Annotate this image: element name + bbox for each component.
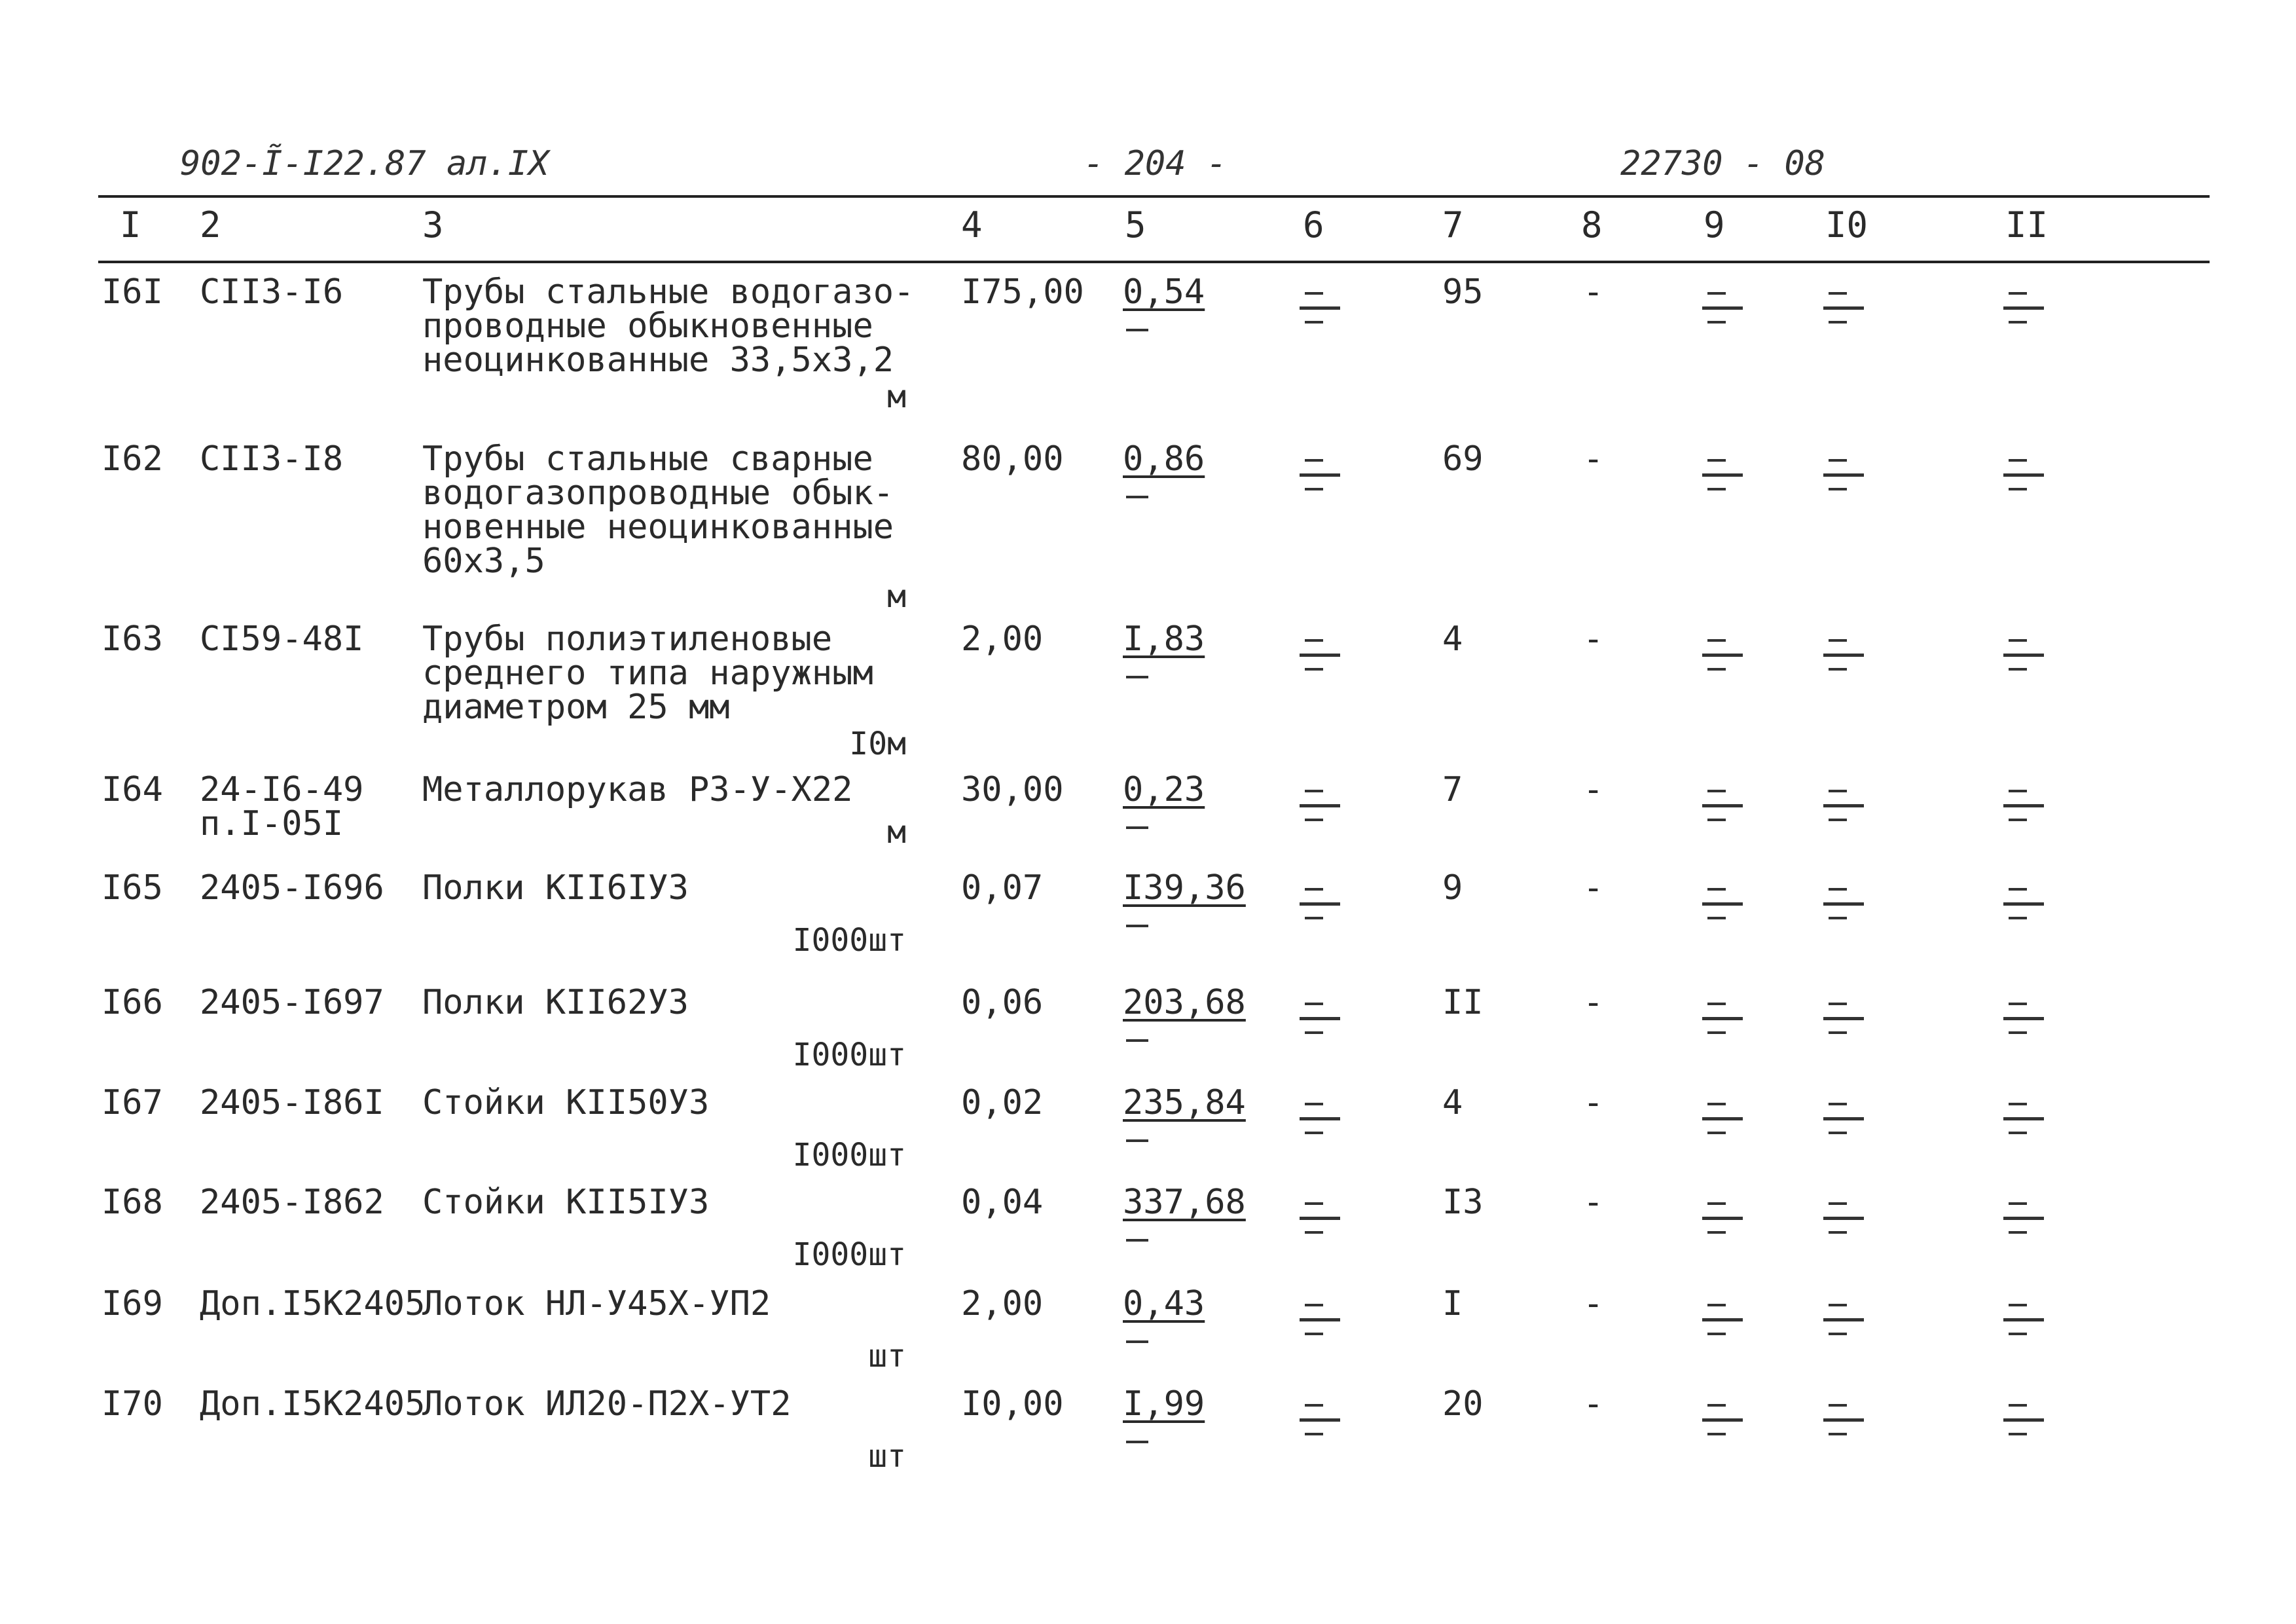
document-code: 902-Ĩ-I22.87 ал.IX: [180, 144, 549, 183]
row-number: I68: [101, 1183, 163, 1222]
mark-stroke: [1823, 473, 1864, 477]
mark-stroke: [1300, 306, 1340, 310]
mark-stroke: [1829, 917, 1847, 919]
row-col8: -: [1583, 1284, 1604, 1323]
price-dash-mark: [1126, 329, 1148, 331]
empty-fraction-mark: [2003, 991, 2043, 1037]
page-number: - 204 -: [1084, 144, 1228, 183]
row-name-line: Трубы полиэтиленовые: [422, 619, 833, 659]
row-name-line: неоцинкованные 33,5х3,2: [422, 341, 894, 380]
row-unit-price: I,83: [1123, 619, 1205, 659]
empty-fraction-mark: [2003, 447, 2043, 493]
empty-fraction-mark: [2003, 627, 2043, 673]
mark-stroke: [1702, 902, 1743, 906]
mark-stroke: [1702, 1418, 1743, 1422]
mark-stroke: [2009, 1003, 2027, 1005]
row-name-line: Стойки КII5IУЗ: [422, 1183, 710, 1222]
mark-stroke: [2009, 1304, 2027, 1306]
mark-stroke: [1707, 488, 1726, 490]
empty-fraction-mark: [1300, 1091, 1339, 1137]
row-name-line: водогазопроводные обык-: [422, 473, 894, 513]
empty-fraction-mark: [1823, 280, 1863, 326]
row-quantity: 0,07: [961, 868, 1044, 908]
mark-stroke: [2003, 1217, 2044, 1220]
mark-stroke: [1829, 1103, 1847, 1105]
mark-stroke: [1707, 1003, 1726, 1005]
mark-stroke: [2009, 1031, 2027, 1034]
mark-stroke: [1305, 292, 1323, 295]
mark-stroke: [1300, 1117, 1340, 1120]
mark-stroke: [2009, 888, 2027, 891]
mark-stroke: [2009, 1231, 2027, 1234]
mark-stroke: [1707, 819, 1726, 821]
mark-stroke: [1305, 1433, 1323, 1435]
mark-stroke: [2009, 321, 2027, 323]
row-code: 2405-I697: [200, 983, 384, 1022]
header-bottom-rule: [98, 261, 2210, 263]
row-name: [422, 1284, 907, 1323]
row-unit-price: I39,36: [1123, 868, 1246, 908]
row-code: п.I-05I: [200, 804, 344, 843]
row-quantity: 30,00: [961, 770, 1064, 809]
row-name-line: диаметром 25 мм: [422, 688, 730, 727]
mark-stroke: [1829, 292, 1847, 295]
mark-stroke: [2003, 1117, 2044, 1120]
mark-stroke: [1305, 1031, 1323, 1034]
mark-stroke: [1702, 654, 1743, 657]
mark-stroke: [1702, 473, 1743, 477]
empty-fraction-mark: [1300, 1392, 1339, 1438]
mark-stroke: [1707, 1333, 1726, 1335]
column-header: 2: [200, 204, 221, 246]
row-number: I66: [101, 983, 163, 1022]
row-col8: -: [1583, 1384, 1604, 1424]
mark-stroke: [2009, 292, 2027, 295]
mark-stroke: [1305, 321, 1323, 323]
row-name: [422, 983, 907, 1022]
mark-stroke: [1707, 888, 1726, 891]
row-unit: шт: [868, 1338, 906, 1375]
column-header: 5: [1125, 204, 1146, 246]
price-dash-mark: [1126, 1139, 1148, 1142]
row-name-line: среднего типа наружным: [422, 654, 873, 693]
row-unit: I000шт: [792, 1137, 906, 1173]
mark-stroke: [1300, 473, 1340, 477]
mark-stroke: [1829, 639, 1847, 642]
row-code: CII3-I6: [200, 272, 344, 312]
mark-stroke: [1829, 1404, 1847, 1407]
row-col7: II: [1442, 983, 1484, 1022]
row-unit: I000шт: [792, 922, 906, 959]
mark-stroke: [1305, 790, 1323, 792]
mark-stroke: [2009, 1404, 2027, 1407]
row-quantity: 80,00: [961, 439, 1064, 479]
row-name: [422, 439, 907, 581]
empty-fraction-mark: [1702, 991, 1741, 1037]
mark-stroke: [1823, 654, 1864, 657]
row-name-line: Полки КII62УЗ: [422, 983, 689, 1022]
row-number: I67: [101, 1083, 163, 1122]
mark-stroke: [1823, 1017, 1864, 1020]
empty-fraction-mark: [1702, 627, 1741, 673]
mark-stroke: [1300, 1017, 1340, 1020]
row-name-line: Стойки КII50УЗ: [422, 1083, 710, 1122]
mark-stroke: [1300, 1318, 1340, 1321]
empty-fraction-mark: [2003, 1392, 2043, 1438]
mark-stroke: [1300, 1418, 1340, 1422]
row-col8: -: [1583, 983, 1604, 1022]
empty-fraction-mark: [1823, 1392, 1863, 1438]
row-name: [422, 1083, 907, 1122]
empty-fraction-mark: [1823, 1292, 1863, 1338]
mark-stroke: [1305, 668, 1323, 671]
mark-stroke: [1707, 790, 1726, 792]
mark-stroke: [1707, 292, 1726, 295]
row-col7: 69: [1442, 439, 1484, 479]
mark-stroke: [1829, 1202, 1847, 1205]
empty-fraction-mark: [2003, 778, 2043, 824]
row-name: [422, 619, 907, 727]
mark-stroke: [2003, 654, 2044, 657]
mark-stroke: [2009, 488, 2027, 490]
row-code: 2405-I696: [200, 868, 384, 908]
row-quantity: 2,00: [961, 619, 1044, 659]
mark-stroke: [1300, 902, 1340, 906]
mark-stroke: [1829, 321, 1847, 323]
row-quantity: I75,00: [961, 272, 1084, 312]
mark-stroke: [1300, 1217, 1340, 1220]
mark-stroke: [1707, 1404, 1726, 1407]
row-code: 24-I6-49: [200, 770, 364, 809]
mark-stroke: [1829, 819, 1847, 821]
row-name: [422, 1384, 907, 1424]
row-name-line: Лоток НЛ-У45Х-УП2: [422, 1284, 771, 1323]
row-quantity: 2,00: [961, 1284, 1044, 1323]
row-col7: 9: [1442, 868, 1463, 908]
mark-stroke: [2009, 790, 2027, 792]
mark-stroke: [1823, 1418, 1864, 1422]
row-quantity: 0,06: [961, 983, 1044, 1022]
mark-stroke: [1829, 668, 1847, 671]
row-number: I64: [101, 770, 163, 809]
mark-stroke: [2003, 804, 2044, 807]
mark-stroke: [2009, 668, 2027, 671]
empty-fraction-mark: [1702, 1091, 1741, 1137]
mark-stroke: [1707, 1202, 1726, 1205]
price-dash-mark: [1126, 496, 1148, 498]
empty-fraction-mark: [1300, 627, 1339, 673]
row-col8: -: [1583, 272, 1604, 312]
row-number: I62: [101, 439, 163, 479]
mark-stroke: [1707, 321, 1726, 323]
empty-fraction-mark: [1300, 876, 1339, 922]
empty-fraction-mark: [1823, 447, 1863, 493]
mark-stroke: [2003, 306, 2044, 310]
mark-stroke: [1707, 1231, 1726, 1234]
empty-fraction-mark: [2003, 876, 2043, 922]
mark-stroke: [1829, 1333, 1847, 1335]
mark-stroke: [1702, 804, 1743, 807]
row-col8: -: [1583, 619, 1604, 659]
row-unit: шт: [868, 1438, 906, 1475]
mark-stroke: [1702, 1117, 1743, 1120]
row-name: [422, 272, 915, 380]
mark-stroke: [1707, 639, 1726, 642]
row-quantity: 0,04: [961, 1183, 1044, 1222]
row-unit-price: 0,54: [1123, 272, 1205, 312]
row-name-line: Металлорукав РЗ-У-Х22: [422, 770, 853, 809]
row-number: I63: [101, 619, 163, 659]
row-unit: I000шт: [792, 1037, 906, 1073]
empty-fraction-mark: [1300, 447, 1339, 493]
empty-fraction-mark: [1702, 876, 1741, 922]
column-header: 7: [1442, 204, 1464, 246]
mark-stroke: [1829, 1031, 1847, 1034]
empty-fraction-mark: [1300, 991, 1339, 1037]
mark-stroke: [2009, 1132, 2027, 1134]
empty-fraction-mark: [2003, 1190, 2043, 1236]
mark-stroke: [1305, 488, 1323, 490]
mark-stroke: [1829, 1433, 1847, 1435]
mark-stroke: [1829, 1304, 1847, 1306]
row-col7: I3: [1442, 1183, 1484, 1222]
empty-fraction-mark: [2003, 280, 2043, 326]
row-col7: 95: [1442, 272, 1484, 312]
row-name: [422, 770, 907, 809]
row-number: I65: [101, 868, 163, 908]
mark-stroke: [1305, 1333, 1323, 1335]
row-col8: -: [1583, 439, 1604, 479]
mark-stroke: [1707, 1031, 1726, 1034]
row-unit-price: 0,43: [1123, 1284, 1205, 1323]
row-unit-price: I,99: [1123, 1384, 1205, 1424]
mark-stroke: [1702, 1318, 1743, 1321]
header-top-rule: [98, 195, 2210, 198]
mark-stroke: [2009, 1433, 2027, 1435]
row-quantity: 0,02: [961, 1083, 1044, 1122]
price-dash-mark: [1126, 1239, 1148, 1242]
row-number: I69: [101, 1284, 163, 1323]
mark-stroke: [1305, 888, 1323, 891]
row-unit-price: 203,68: [1123, 983, 1246, 1022]
mark-stroke: [1707, 668, 1726, 671]
mark-stroke: [1305, 1202, 1323, 1205]
mark-stroke: [2003, 1418, 2044, 1422]
mark-stroke: [1305, 917, 1323, 919]
row-col7: 20: [1442, 1384, 1484, 1424]
mark-stroke: [1305, 1304, 1323, 1306]
row-unit: I000шт: [792, 1236, 906, 1273]
row-name-line: 60х3,5: [422, 542, 545, 581]
price-dash-mark: [1126, 826, 1148, 829]
mark-stroke: [1823, 1318, 1864, 1321]
empty-fraction-mark: [1300, 1292, 1339, 1338]
empty-fraction-mark: [1823, 1190, 1863, 1236]
mark-stroke: [1300, 654, 1340, 657]
row-name-line: Трубы стальные водогазо-: [422, 272, 915, 312]
mark-stroke: [2009, 1103, 2027, 1105]
row-code: 2405-I86I: [200, 1083, 384, 1122]
mark-stroke: [1823, 1217, 1864, 1220]
row-name: [422, 868, 907, 908]
mark-stroke: [1829, 1231, 1847, 1234]
empty-fraction-mark: [1300, 280, 1339, 326]
empty-fraction-mark: [1702, 447, 1741, 493]
row-code: CII3-I8: [200, 439, 344, 479]
archive-number: 22730 - 08: [1620, 144, 1826, 183]
mark-stroke: [2009, 1202, 2027, 1205]
row-unit: м: [887, 814, 906, 851]
price-dash-mark: [1126, 1441, 1148, 1443]
empty-fraction-mark: [1702, 1190, 1741, 1236]
price-dash-mark: [1126, 676, 1148, 678]
row-col7: 7: [1442, 770, 1463, 809]
mark-stroke: [2003, 1318, 2044, 1321]
mark-stroke: [2009, 459, 2027, 462]
row-number: I6I: [101, 272, 163, 312]
empty-fraction-mark: [1702, 778, 1741, 824]
column-header: 6: [1303, 204, 1324, 246]
empty-fraction-mark: [1300, 778, 1339, 824]
row-quantity: I0,00: [961, 1384, 1064, 1424]
row-col7: I: [1442, 1284, 1463, 1323]
row-unit: I0м: [849, 726, 906, 762]
column-header: I: [120, 204, 141, 246]
mark-stroke: [1829, 1003, 1847, 1005]
mark-stroke: [2003, 902, 2044, 906]
row-code: 2405-I862: [200, 1183, 384, 1222]
mark-stroke: [1707, 459, 1726, 462]
row-col8: -: [1583, 868, 1604, 908]
row-unit: м: [887, 578, 906, 615]
row-unit-price: 0,23: [1123, 770, 1205, 809]
mark-stroke: [1707, 1304, 1726, 1306]
empty-fraction-mark: [1823, 627, 1863, 673]
row-unit-price: 235,84: [1123, 1083, 1246, 1122]
column-header: 8: [1581, 204, 1603, 246]
row-col8: -: [1583, 1183, 1604, 1222]
row-unit-price: 337,68: [1123, 1183, 1246, 1222]
row-unit: м: [887, 378, 906, 415]
empty-fraction-mark: [1300, 1190, 1339, 1236]
mark-stroke: [1305, 1231, 1323, 1234]
row-name-line: Полки КII6IУЗ: [422, 868, 689, 908]
row-name-line: новенные неоцинкованные: [422, 507, 894, 547]
mark-stroke: [1300, 804, 1340, 807]
mark-stroke: [1829, 459, 1847, 462]
price-dash-mark: [1126, 925, 1148, 927]
row-name: [422, 1183, 907, 1222]
row-col7: 4: [1442, 1083, 1463, 1122]
mark-stroke: [1305, 1103, 1323, 1105]
empty-fraction-mark: [1702, 1392, 1741, 1438]
mark-stroke: [2009, 917, 2027, 919]
price-dash-mark: [1126, 1039, 1148, 1042]
mark-stroke: [1823, 804, 1864, 807]
column-header: 3: [422, 204, 444, 246]
mark-stroke: [2009, 1333, 2027, 1335]
mark-stroke: [1707, 1433, 1726, 1435]
mark-stroke: [1829, 790, 1847, 792]
row-unit-price: 0,86: [1123, 439, 1205, 479]
column-header: 9: [1704, 204, 1725, 246]
mark-stroke: [1823, 902, 1864, 906]
mark-stroke: [2009, 639, 2027, 642]
row-col8: -: [1583, 1083, 1604, 1122]
mark-stroke: [1823, 1117, 1864, 1120]
mark-stroke: [1305, 819, 1323, 821]
empty-fraction-mark: [2003, 1292, 2043, 1338]
mark-stroke: [2003, 473, 2044, 477]
column-header: II: [2005, 204, 2049, 246]
empty-fraction-mark: [1823, 876, 1863, 922]
row-col7: 4: [1442, 619, 1463, 659]
row-name-line: Трубы стальные сварные: [422, 439, 873, 479]
row-code: Доп.I5К2405: [200, 1284, 426, 1323]
mark-stroke: [1305, 1003, 1323, 1005]
mark-stroke: [1305, 1404, 1323, 1407]
mark-stroke: [1305, 639, 1323, 642]
empty-fraction-mark: [1823, 778, 1863, 824]
empty-fraction-mark: [1702, 280, 1741, 326]
empty-fraction-mark: [1823, 1091, 1863, 1137]
mark-stroke: [1829, 888, 1847, 891]
column-header: 4: [961, 204, 983, 246]
mark-stroke: [1707, 917, 1726, 919]
mark-stroke: [1305, 459, 1323, 462]
row-name-line: проводные обыкновенные: [422, 306, 873, 346]
mark-stroke: [2009, 819, 2027, 821]
mark-stroke: [1305, 1132, 1323, 1134]
empty-fraction-mark: [2003, 1091, 2043, 1137]
mark-stroke: [1707, 1103, 1726, 1105]
mark-stroke: [1829, 488, 1847, 490]
mark-stroke: [1829, 1132, 1847, 1134]
mark-stroke: [1702, 1017, 1743, 1020]
row-name-line: Лоток ИЛ20-П2Х-УТ2: [422, 1384, 792, 1424]
mark-stroke: [1707, 1132, 1726, 1134]
mark-stroke: [1702, 306, 1743, 310]
mark-stroke: [1702, 1217, 1743, 1220]
row-number: I70: [101, 1384, 163, 1424]
column-header: I0: [1825, 204, 1868, 246]
row-col8: -: [1583, 770, 1604, 809]
row-code: Доп.I5К2405: [200, 1384, 426, 1424]
mark-stroke: [2003, 1017, 2044, 1020]
row-code: CI59-48I: [200, 619, 364, 659]
empty-fraction-mark: [1702, 1292, 1741, 1338]
price-dash-mark: [1126, 1340, 1148, 1343]
mark-stroke: [1823, 306, 1864, 310]
empty-fraction-mark: [1823, 991, 1863, 1037]
